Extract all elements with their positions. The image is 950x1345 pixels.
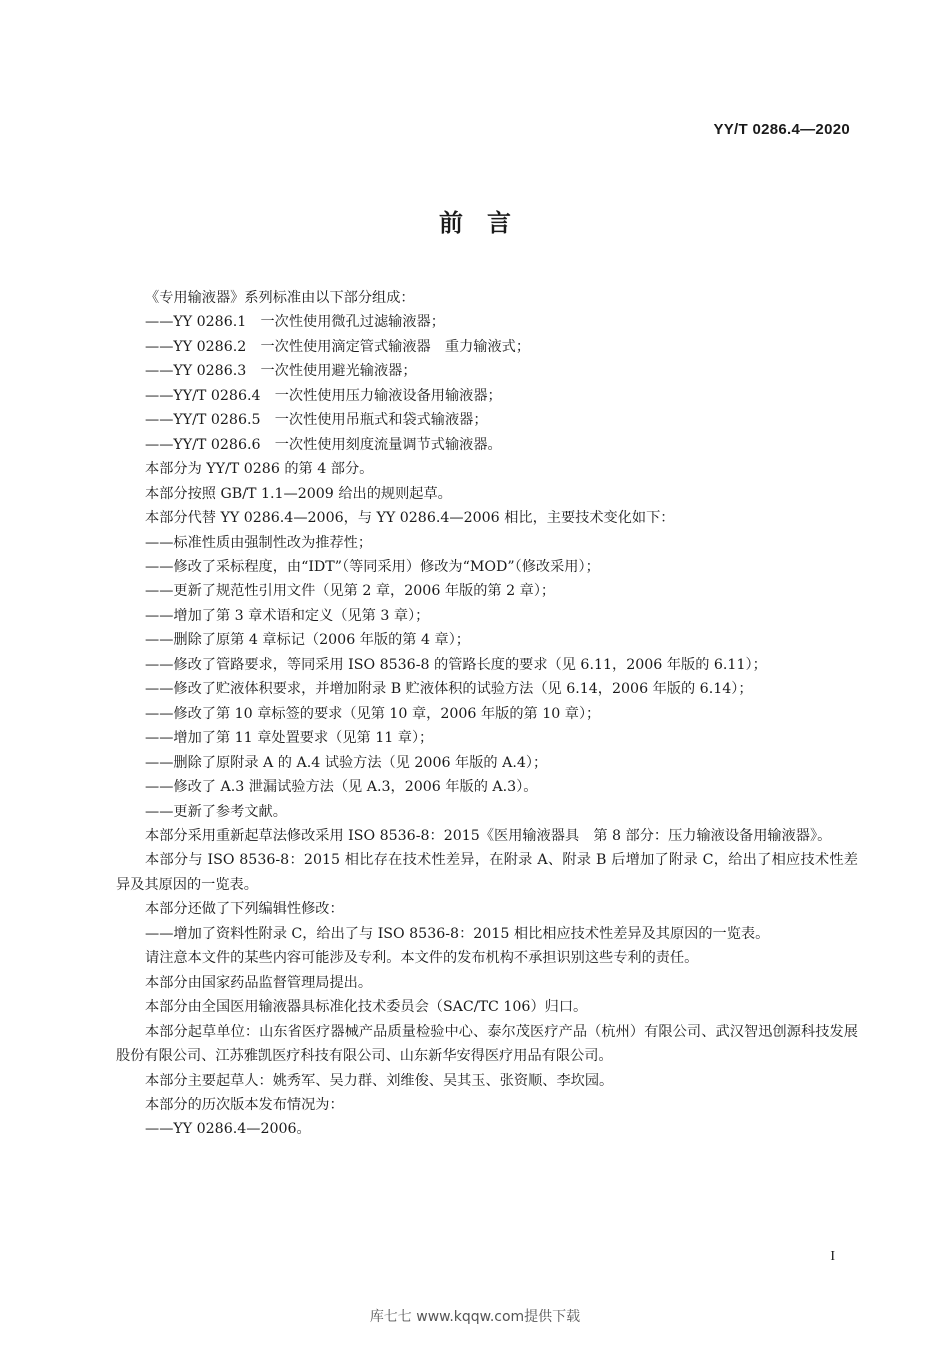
paragraph: 本部分与 ISO 8536-8：2015 相比存在技术性差异，在附录 A、附录 B 后增加了附录 C，给出了相应技术性差异及其原因的一览表。 [116,852,858,893]
paragraph: 本部分代替 YY 0286.4—2006，与 YY 0286.4—2006 相比，主要技术变化如下： [145,510,675,527]
list-item: ——删除了原附录 A 的 A.4 试验方法（见 2006 年版的 A.4）； [145,754,548,771]
list-item: ——YY/T 0286.5 一次性使用吊瓶式和袋式输液器； [145,412,488,429]
document-body [116,286,858,1142]
paragraph: 请注意本文件的某些内容可能涉及专利。本文件的发布机构不承担识别这些专利的责任。 [145,950,699,967]
page-title: 前 言 [439,209,511,237]
list-item: ——修改了采标程度，由“IDT”（等同采用）修改为“MOD”（修改采用）； [145,558,600,575]
list-item: ——YY 0286.4—2006。 [145,1121,311,1138]
list-item: ——YY/T 0286.4 一次性使用压力输液设备用输液器； [145,387,502,404]
list-item: ——增加了资料性附录 C，给出了与 ISO 8536-8：2015 相比相应技术性差异及其原因的一览表。 [145,925,770,942]
standard-code: YY/T 0286.4—2020 [713,121,850,138]
list-item: ——修改了第 10 章标签的要求（见第 10 章，2006 年版的第 10 章）； [145,705,601,722]
paragraph: 本部分由国家药品监督管理局提出。 [145,974,373,991]
list-item: ——修改了管路要求，等同采用 ISO 8536-8 的管路长度的要求（见 6.11，2006 年版的 6.11）； [145,656,767,673]
paragraph: 本部分主要起草人：姚秀军、吴力群、刘维俊、吴其玉、张资顺、李坎园。 [145,1072,614,1089]
list-item: ——YY 0286.1 一次性使用微孔过滤输液器； [145,314,445,331]
list-item: ——标准性质由强制性改为推荐性； [145,534,373,551]
list-item: ——增加了第 11 章处置要求（见第 11 章）； [145,730,434,747]
list-item: ——修改了贮液体积要求，并增加附录 B 贮液体积的试验方法（见 6.14，2006 年版的 6.14）； [145,681,753,698]
list-item: ——修改了 A.3 泄漏试验方法（见 A.3，2006 年版的 A.3）。 [145,779,538,796]
paragraph: 本部分由全国医用输液器具标准化技术委员会（SAC/TC 106）归口。 [145,999,588,1016]
paragraph: 本部分起草单位：山东省医疗器械产品质量检验中心、泰尔茂医疗产品（杭州）有限公司、武汉智迅创源科技发展股份有限公司、江苏雅凯医疗科技有限公司、山东新华安得医疗用品有限公司。 [116,1023,858,1065]
paragraph: 本部分还做了下列编辑性修改： [145,901,344,918]
paragraph: 本部分为 YY/T 0286 的第 4 部分。 [145,461,374,478]
footer-watermark: 库七七 www.kqqw.com提供下载 [369,1309,581,1325]
list-item: ——YY 0286.2 一次性使用滴定管式输液器 重力输液式； [145,338,531,355]
paragraph: 《专用输液器》系列标准由以下部分组成： [145,290,415,306]
paragraph: 本部分采用重新起草法修改采用 ISO 8536-8：2015《医用输液器具 第 8 部分：压力输液设备用输液器》。 [145,827,832,844]
paragraph: 本部分的历次版本发布情况为： [145,1096,344,1113]
list-item: ——删除了原第 4 章标记（2006 年版的第 4 章）； [145,632,470,649]
list-item: ——增加了第 3 章术语和定义（见第 3 章）； [145,607,430,624]
list-item: ——更新了参考文献。 [145,803,287,820]
list-item: ——更新了规范性引用文件（见第 2 章，2006 年版的第 2 章）； [145,583,556,600]
list-item: ——YY/T 0286.6 一次性使用刻度流量调节式输液器。 [145,436,502,453]
list-item: ——YY 0286.3 一次性使用避光输液器； [145,363,417,380]
page-number: I [830,1249,835,1264]
paragraph: 本部分按照 GB/T 1.1—2009 给出的规则起草。 [145,485,452,502]
